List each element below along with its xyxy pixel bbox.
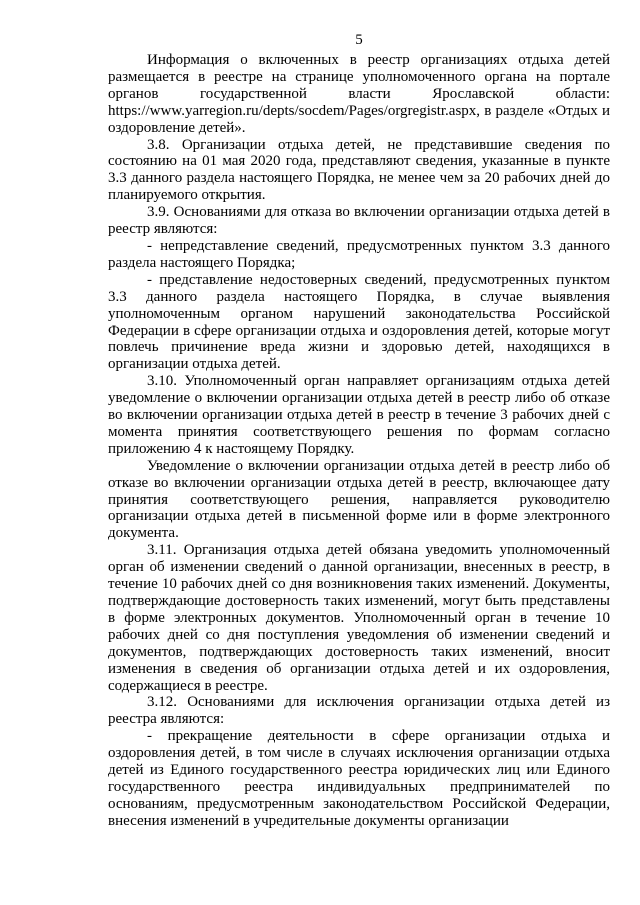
paragraph-3-8: 3.8. Организации отдыха детей, не представившие сведения по состоянию на 01 мая 2020 года, представляют сведения, указанные в пункте 3.3 данного раздела настоящего Порядка, не менее чем за 20 рабочих дней до планируемого открытия.: [108, 136, 610, 204]
page-number: 5: [355, 32, 363, 48]
paragraph-3-12: 3.12. Основаниями для исключения организации отдыха детей из реестра являются:: [108, 694, 610, 728]
list-item-refusal-2: - представление недостоверных сведений, предусмотренных пунктом 3.3 данного раздела настоящего Порядка, в случае выявления уполномоченным органом нарушений законодательства Российской Федерации в сфере организации отдыха и оздоровления детей, которые могут повлечь причинение вреда жизни и здоровью детей, находящихся в организации отдыха детей.: [108, 271, 610, 373]
list-item-refusal-1: - непредставление сведений, предусмотренных пунктом 3.3 данного раздела настоящего Порядка;: [108, 237, 610, 271]
paragraph-3-9: 3.9. Основаниями для отказа во включении организации отдыха детей в реестр являются:: [108, 204, 610, 238]
list-item-exclusion-1: - прекращение деятельности в сфере организации отдыха и оздоровления детей, в том числе в случаях исключения организации отдыха детей из Единого государственного реестра юридических лиц или Единого государственного реестра индивидуальных предпринимателей по основаниям, предусмотренным законодательством Российской Федерации, внесения изменений в учредительные документы организации: [108, 728, 610, 829]
paragraph-3-11: 3.11. Организация отдыха детей обязана уведомить уполномоченный орган об изменении сведений о данной организации, внесенных в реестр, в течение 10 рабочих дней со дня возникновения таких изменений. Документы, подтверждающие достоверность таких изменений, могут быть представлены в форме электронных документов. Уполномоченный орган в течение 10 рабочих дней со дня поступления уведомления об изменении сведений и документов, подтверждающих достоверность таких изменений, вносит изменения в сведения об организации отдыха детей и их оздоровления, содержащиеся в реестре.: [108, 542, 610, 694]
paragraph-notification: Уведомление о включении организации отдыха детей в реестр либо об отказе во включении организации отдыха детей в реестр, включающее дату принятия соответствующего решения, направляется руководителю организации отдыха детей в письменной форме или в форме электронного документа.: [108, 457, 610, 542]
paragraph-3-10: 3.10. Уполномоченный орган направляет организациям отдыха детей уведомление о включении организации отдыха детей в реестр либо об отказе во включении организации отдыха детей в реестр в течение 3 рабочих дней с момента принятия соответствующего решения по формам согласно приложению 4 к настоящему Порядку.: [108, 373, 610, 457]
paragraph-registry-info: Информация о включенных в реестр организациях отдыха детей размещается в реестре на странице уполномоченного органа на портале органов государственной власти Ярославской области: https://www.yarregion.ru/depts/socdem/Pages/orgregistr.aspx, в разделе «Отдых и оздоровление детей».: [108, 52, 610, 136]
